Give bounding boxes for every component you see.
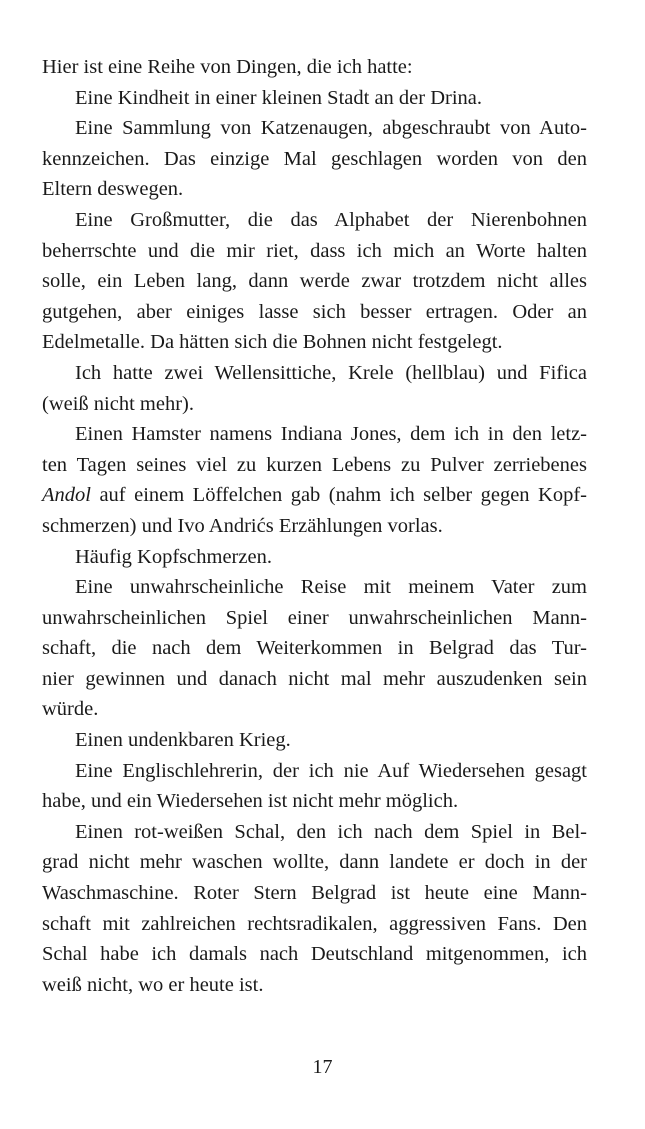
text-line: ten Tagen seines viel zu kurzen Lebens zu Pulver zerriebenes xyxy=(42,453,587,476)
text-line: kennzeichen. Das einzige Mal geschlagen worden von den xyxy=(42,147,587,170)
italic-word: Andol xyxy=(42,484,91,507)
text-line: beherrschte und die mir riet, dass ich mich an Worte halten xyxy=(42,239,587,262)
text-line: (weiß nicht mehr). xyxy=(42,392,194,415)
text-line: Einen Hamster namens Indiana Jones, dem ich in den letz- xyxy=(75,423,587,446)
text-line-rest: auf einem Löffelchen gab (nahm ich selber gegen Kopf- xyxy=(90,484,587,507)
page-number: 17 xyxy=(312,1056,333,1078)
text-line: unwahrscheinlichen Spiel einer unwahrscheinlichen Mann- xyxy=(42,606,587,629)
text-line xyxy=(42,480,587,511)
text-line: Eine Großmutter, die das Alphabet der Nierenbohnen xyxy=(75,208,587,231)
text-line: Schal habe ich damals nach Deutschland mitgenommen, ich xyxy=(42,943,587,966)
text-line: Ich hatte zwei Wellensittiche, Krele (hellblau) und Fifica xyxy=(75,361,587,384)
text-line: Eltern deswegen. xyxy=(42,178,184,201)
text-line: Eine Kindheit in einer kleinen Stadt an der Drina. xyxy=(75,86,483,109)
text-line: Waschmaschine. Roter Stern Belgrad ist heute eine Mann- xyxy=(42,882,587,905)
text-line: Einen rot-weißen Schal, den ich nach dem Spiel in Bel- xyxy=(75,820,587,843)
text-line: solle, ein Leben lang, dann werde zwar trotzdem nicht alles xyxy=(42,270,587,293)
text-line: Eine Englischlehrerin, der ich nie Auf Wiedersehen gesagt xyxy=(75,759,587,782)
text-line: Edelmetalle. Da hätten sich die Bohnen nicht festgelegt. xyxy=(42,331,503,354)
text-line: Häufig Kopfschmerzen. xyxy=(75,545,272,568)
text-line: Einen undenkbaren Krieg. xyxy=(75,729,291,752)
text-line: weiß nicht, wo er heute ist. xyxy=(42,973,264,996)
text-line: schaft mit zahlreichen rechtsradikalen, aggressiven Fans. Den xyxy=(42,912,587,935)
text-line: Eine Sammlung von Katzenaugen, abgeschraubt von Auto- xyxy=(75,117,587,140)
text-line: schaft, die nach dem Weiterkommen in Belgrad das Tur- xyxy=(42,637,587,660)
text-line: würde. xyxy=(42,698,99,721)
text-line: nier gewinnen und danach nicht mal mehr auszudenken sein xyxy=(42,667,587,690)
text-line: grad nicht mehr waschen wollte, dann landete er doch in der xyxy=(42,851,587,874)
text-line: habe, und ein Wiedersehen ist nicht mehr möglich. xyxy=(42,790,459,813)
page-body xyxy=(42,52,587,1000)
text-line: schmerzen) und Ivo Andrićs Erzählungen vorlas. xyxy=(42,514,443,537)
text-line: gutgehen, aber einiges lasse sich besser ertragen. Oder an xyxy=(42,300,587,323)
text-line: Hier ist eine Reihe von Dingen, die ich hatte: xyxy=(42,56,413,78)
text-line: Eine unwahrscheinliche Reise mit meinem Vater zum xyxy=(75,576,587,599)
